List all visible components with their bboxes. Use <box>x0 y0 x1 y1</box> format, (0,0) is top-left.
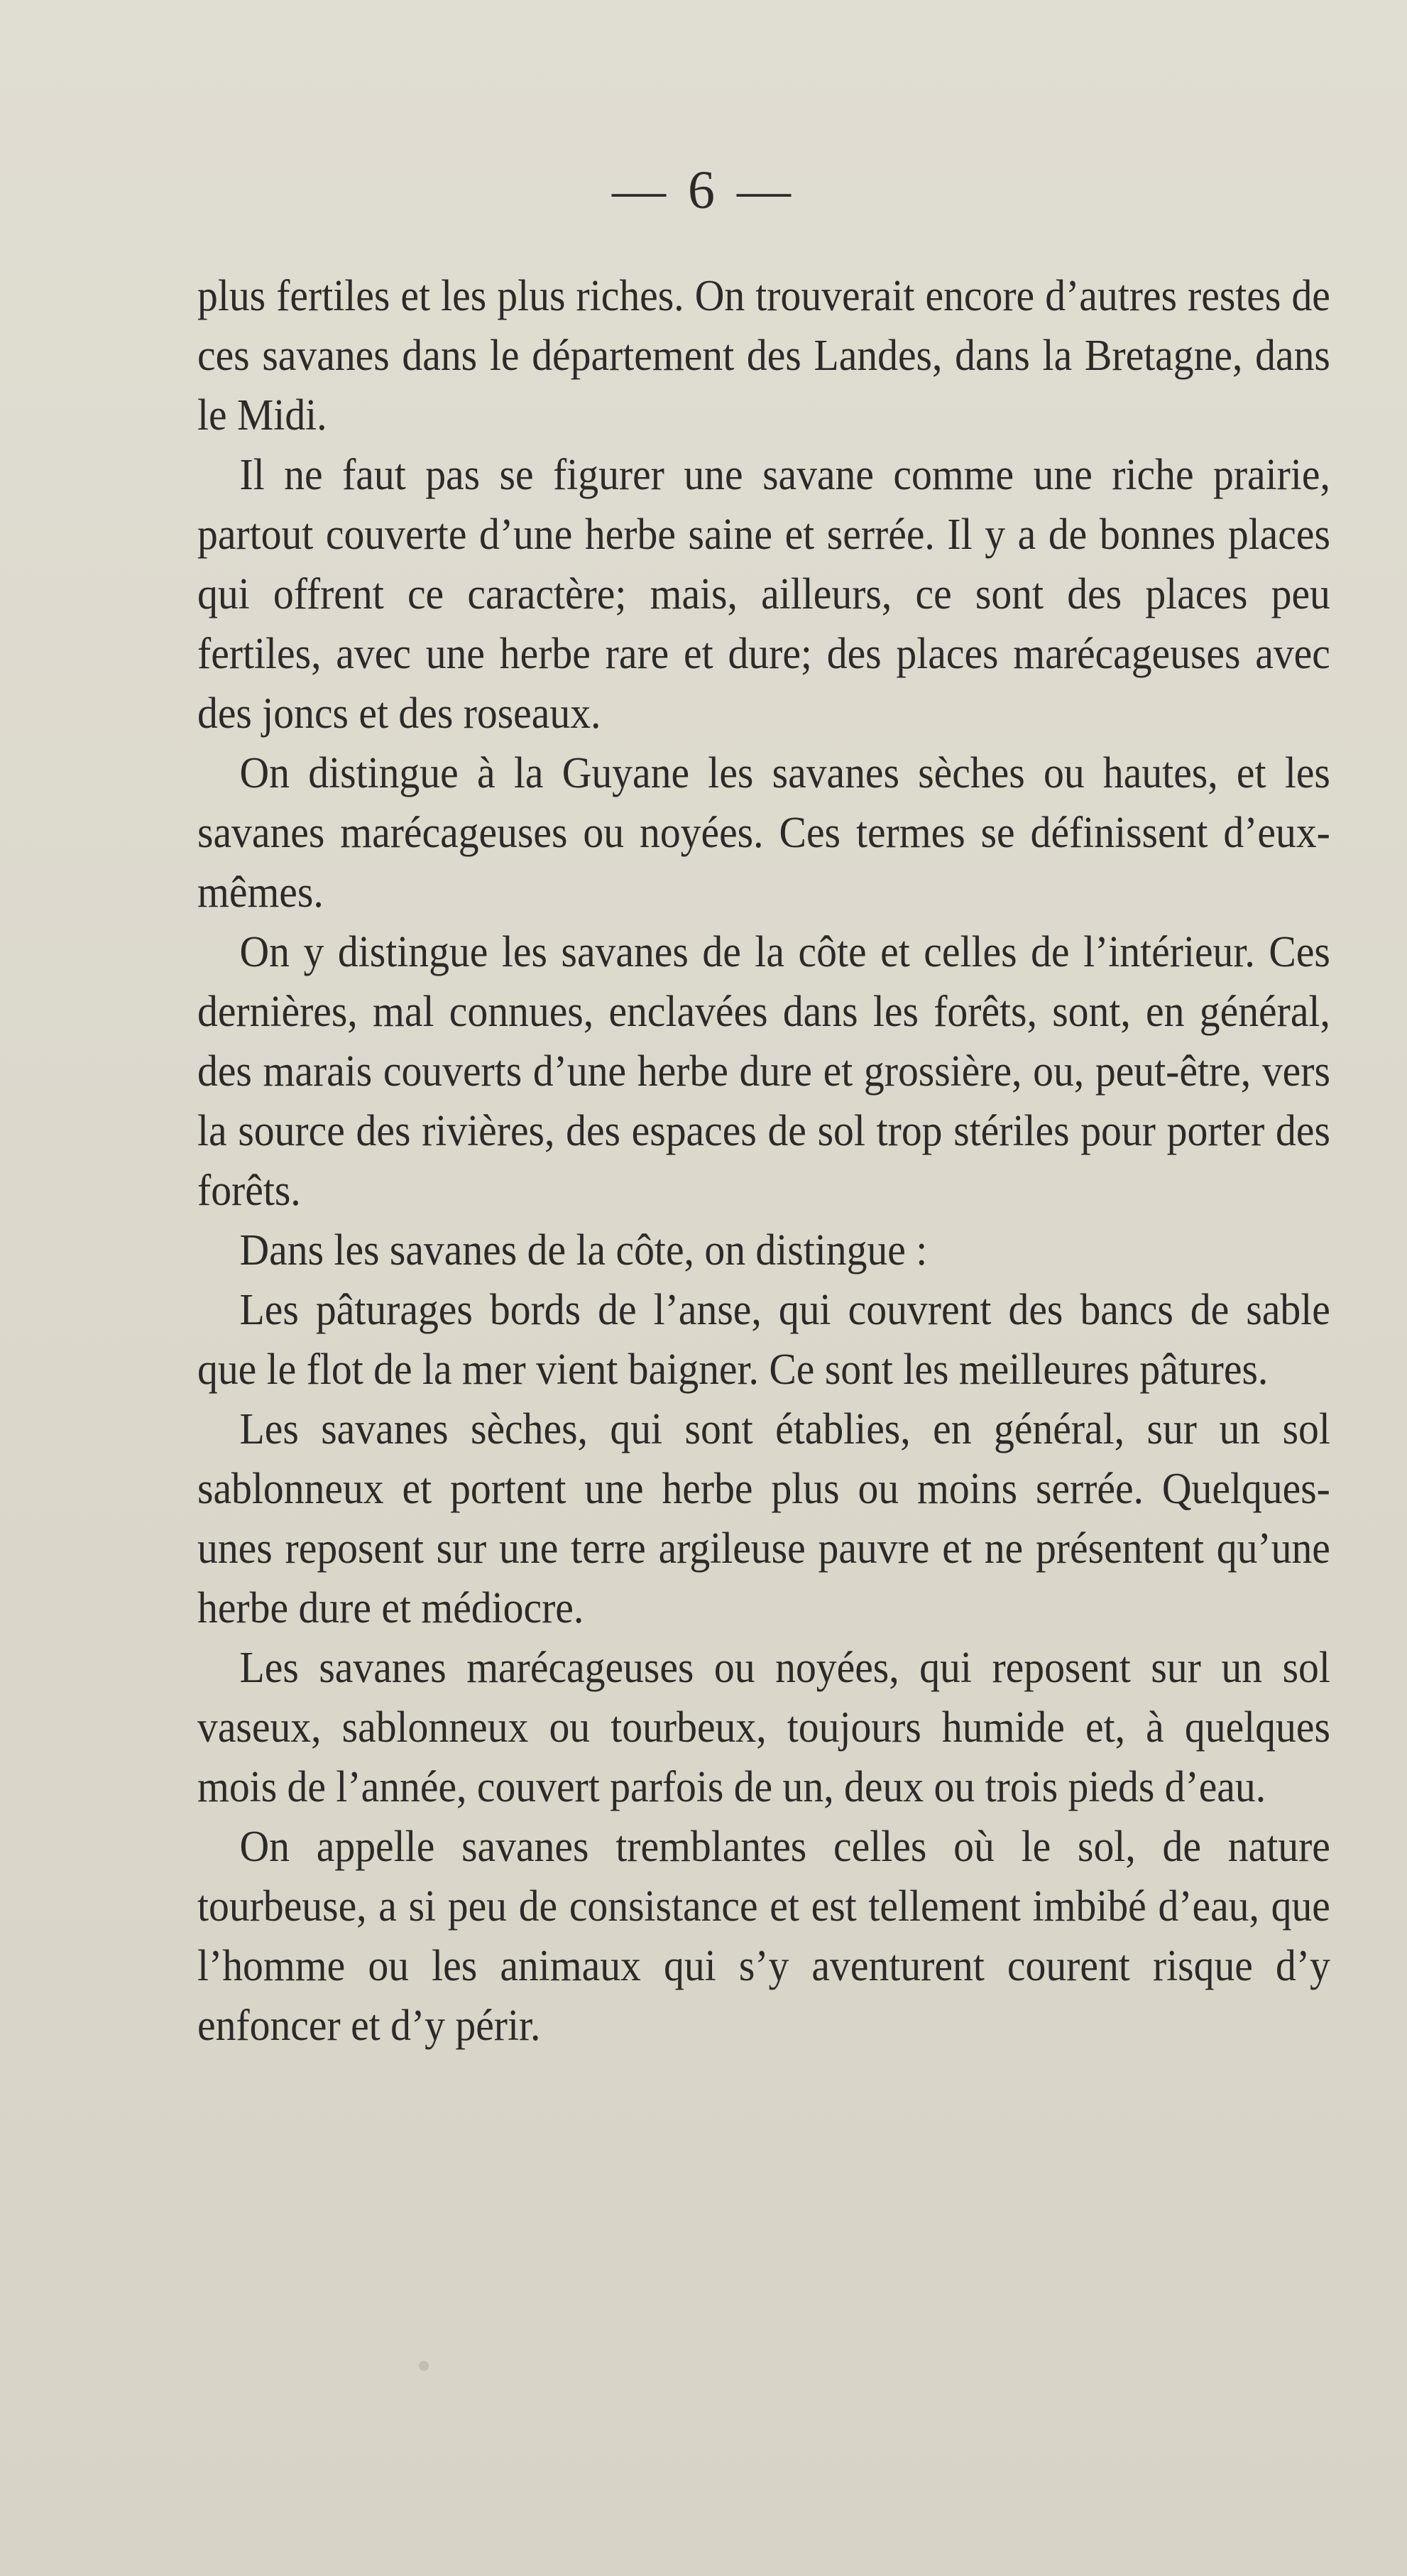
body-text <box>197 266 1330 2056</box>
paragraph: On appelle savanes tremblantes celles où le sol, de nature tourbeuse, a si peu de consistance et est tellement imbibé d’eau, que l’homme ou les animaux qui s’y aventurent courent risque d’y enfoncer et d’y périr. <box>197 1823 1330 2050</box>
paragraph: On distingue à la Guyane les savanes sèches ou hautes, et les savanes marécageuses ou noyées. Ces termes se définissent d’eux-mêmes. <box>197 749 1330 917</box>
paragraph: Il ne faut pas se figurer une savane comme une riche prairie, partout couverte d’une herbe saine et serrée. Il y a de bonnes places qui offrent ce caractère; mais, ailleurs, ce sont des places peu fertiles, avec une herbe rare et dure; des places marécageuses avec des joncs et des roseaux. <box>197 451 1330 738</box>
paper-speck <box>419 2361 429 2371</box>
paragraph: Les savanes sèches, qui sont établies, en général, sur un sol sablonneux et portent une herbe plus ou moins serrée. Quelques-unes reposent sur une terre argileuse pauvre et ne présentent qu’une herbe dure et médiocre. <box>197 1405 1330 1632</box>
page-number: — 6 — <box>612 160 795 220</box>
paragraph: plus fertiles et les plus riches. On trouverait encore d’autres restes de ces savanes dans le département des Landes, dans la Bretagne, dans le Midi. <box>197 272 1330 440</box>
paragraph: Les savanes marécageuses ou noyées, qui reposent sur un sol vaseux, sablonneux ou tourbeux, toujours humide et, à quelques mois de l’année, couvert parfois de un, deux ou trois pieds d’eau. <box>197 1644 1330 1811</box>
paragraph: Les pâturages bords de l’anse, qui couvrent des bancs de sable que le flot de la mer vient baigner. Ce sont les meilleures pâtures. <box>197 1286 1330 1394</box>
paragraph: Dans les savanes de la côte, on distingue : <box>239 1226 928 1275</box>
paragraph: On y distingue les savanes de la côte et celles de l’intérieur. Ces dernières, mal connues, enclavées dans les forêts, sont, en général, des marais couverts d’une herbe dure et grossière, ou, peut-être, vers la source des rivières, des espaces de sol trop stériles pour porter des forêts. <box>197 928 1330 1215</box>
